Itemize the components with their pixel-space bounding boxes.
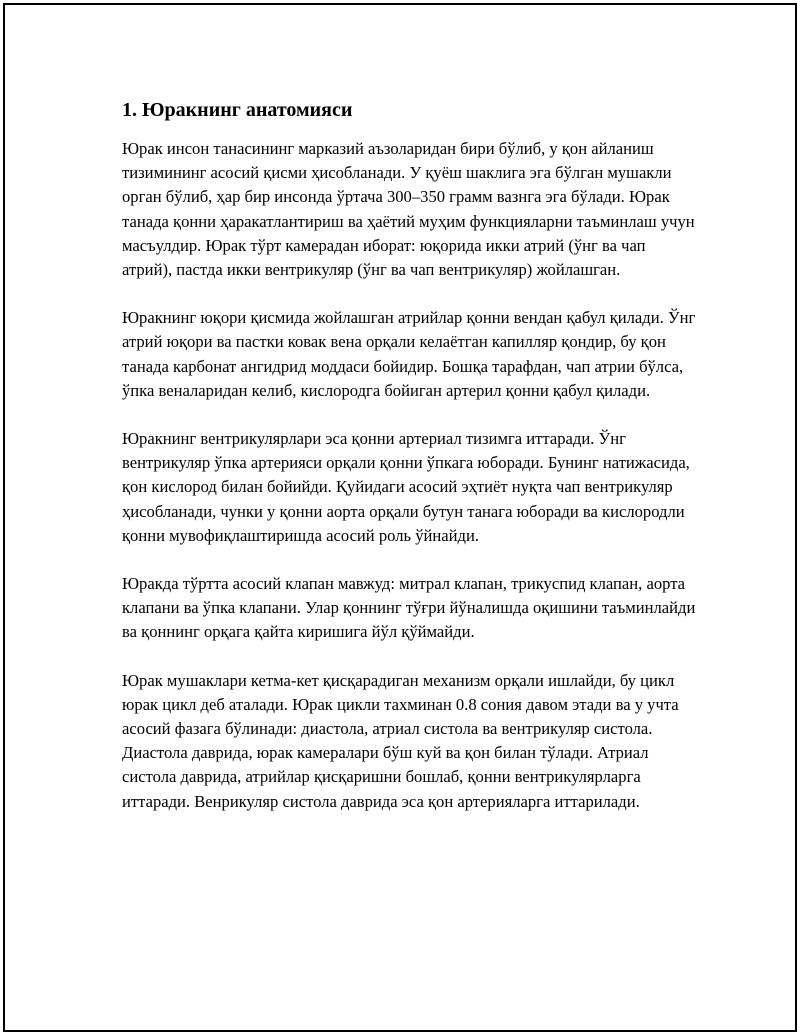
paragraph-atria: Юракнинг юқори қисмида жойлашган атрийлар қонни вендан қабул қилади. Ўнг атрий юқори ва пастки ковак вена орқали келаётган капилляр қондир, бу қон танада карбонат ангидрид моддаси бойидир. Бошқа тарафдан, чап атрии бўлса, ўпка веналаридан келиб, кислородга бойиган артерил қонни қабул қилади. xyxy=(122,308,696,400)
section-heading: 1. Юракнинг анатомияси xyxy=(122,99,353,121)
paragraph-cardiac-cycle: Юрак мушаклари кетма-кет қисқарадиган механизм орқали ишлайди, бу цикл юрак цикл деб аталади. Юрак цикли тахминан 0.8 сония давом этади ва у учта асосий фазага бўлинади: диастола, атриал систола ва вентрикуляр систола. Диастола даврида, юрак камералари бўш куй ва қон билан тўлади. Атриал систола даврида, атрийлар қисқаришни бошлаб, қонни вентрикулярларга иттаради. Венрикуляр систола даврида эса қон артерияларга иттарилади. xyxy=(122,670,679,811)
paragraph-ventricles: Юракнинг вентрикулярлари эса қонни артериал тизимга иттаради. Ўнг вентрикуляр ўпка артерияси орқали қонни ўпкага юборади. Бунинг натижасида, қон кислород билан бойийди. Қуйидаги асосий эҳтиёт нуқта чап вентрикуляр ҳисобланади, чунки у қонни аорта орқали бутун танага юборади ва кислородли қонни мувофиқлаштиришда асосий роль ўйнайди. xyxy=(122,429,690,545)
document-page xyxy=(3,3,797,1032)
document-content xyxy=(122,95,697,838)
paragraph-valves: Юракда тўртта асосий клапан мавжуд: митрал клапан, трикуспид клапан, аорта клапани ва ўпка клапани. Улар қоннинг тўғри йўналишда оқишини таъминлайди ва қоннинг орқага қайта киришига йўл қўймайди. xyxy=(122,574,696,642)
paragraph-heart-overview: Юрак инсон танасининг марказий аъзоларидан бири бўлиб, у қон айланиш тизимининг асосий қисми ҳисобланади. У қуёш шаклига эга бўлган мушакли орган бўлиб, ҳар бир инсонда ўртача 300–350 грамм вазнга эга бўлади. Юрак танада қонни ҳаракатлантириш ва ҳаётий муҳим функцияларни таъминлаш учун масъулдир. Юрак тўрт камерадан иборат: юқорида икки атрий (ўнг ва чап атрий), пастда икки вентрикуляр (ўнг ва чап вентрикуляр) жойлашган. xyxy=(122,139,695,280)
